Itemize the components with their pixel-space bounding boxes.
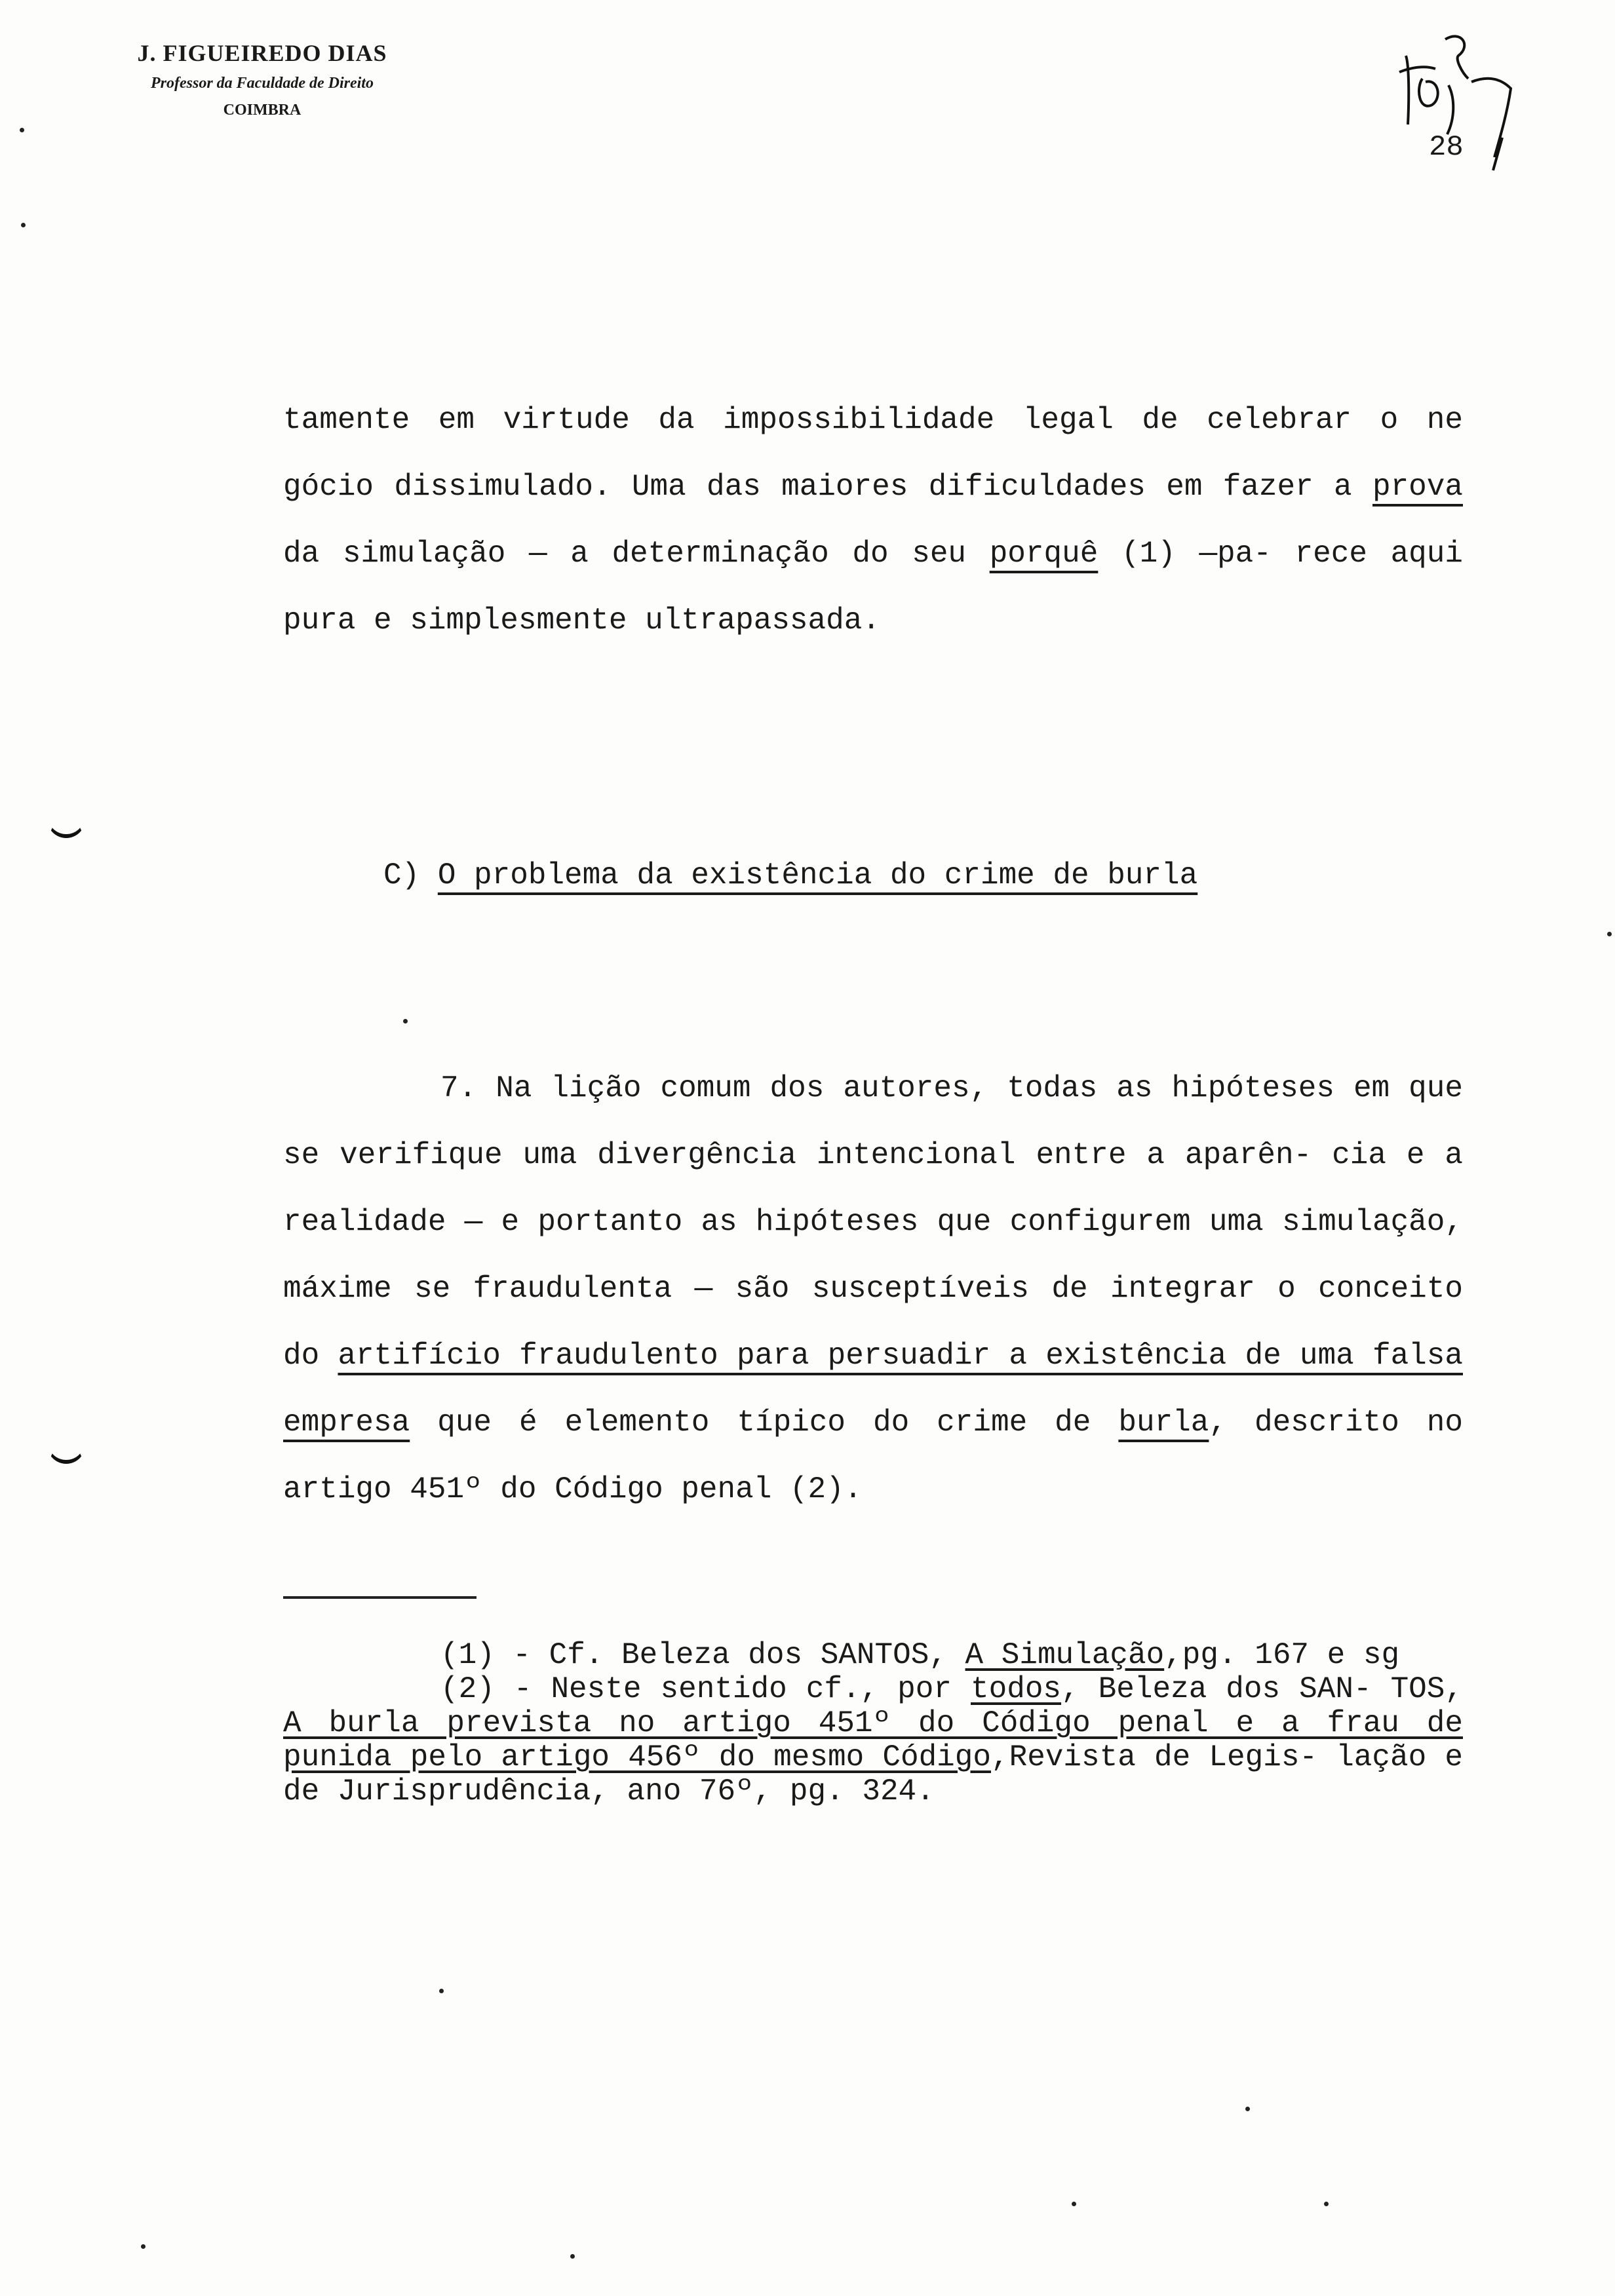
paragraph-1 (283, 387, 1463, 654)
paragraph-2 (283, 1055, 1463, 1523)
footnote-separator (283, 1596, 477, 1599)
footnote-2-text: (2) - Neste sentido cf., por (440, 1672, 971, 1706)
underlined-artificio: artifício fraudulento para persuadir a existência de uma falsa empresa (283, 1339, 1463, 1440)
letterhead-role: Professor da Faculdade de Direito (151, 75, 374, 92)
paragraph-2-text-c: , descrito no artigo 451º do Código penal (2). (283, 1406, 1463, 1506)
underlined-burla: burla (1118, 1406, 1209, 1440)
section-heading-title: O problema da existência do crime de burla (437, 858, 1198, 892)
footnote-1-text: (1) - Cf. Beleza dos SANTOS, (440, 1638, 965, 1672)
speck-mark (21, 223, 26, 227)
section-heading-letter: C) (383, 858, 438, 892)
footnote-2-text-b: , Beleza dos SAN- TOS, (1061, 1672, 1463, 1706)
speck-mark (570, 2254, 575, 2259)
speck-mark (1607, 932, 1612, 936)
section-heading (383, 858, 1197, 892)
paragraph-2-text-b: que é elemento típico do crime de (410, 1406, 1119, 1440)
footnote-1-title: A Simulação (965, 1638, 1165, 1672)
footnote-1-text-b: ,pg. 167 e sg (1164, 1638, 1400, 1672)
paragraph-1-text: tamente em virtude da impossibilidade legal de celebrar o ne gócio dissimulado. Uma das maiores dificuldades em fazer a (283, 403, 1463, 504)
letterhead-city: COIMBRA (223, 102, 302, 119)
paragraph-1-text-b: da simulação — a determinação do seu (283, 537, 990, 571)
letterhead-name: J. FIGUEIREDO DIAS (137, 40, 387, 66)
footnote-1 (283, 1638, 1463, 1672)
footnote-2 (283, 1672, 1463, 1808)
punch-hole-mark (47, 1442, 85, 1464)
underlined-porque: porquê (989, 537, 1099, 571)
punch-hole-mark (47, 816, 85, 838)
letterhead (98, 39, 426, 119)
speck-mark (1245, 2107, 1250, 2111)
speck-mark (403, 1019, 408, 1024)
paragraph-2-text: 7. Na lição comum dos autores, todas as hipóteses em que se verifique uma divergência intencional entre a aparên- cia e a realidade — e portanto as hipóteses que configurem uma simulação, máxime se fraudulenta — são susceptíveis de integrar o conceito do (283, 1071, 1463, 1373)
underlined-prova: prova (1372, 470, 1463, 504)
page-number: 28 (1429, 131, 1464, 164)
footnote-2-text-c: ,Revista de Legis- lação e de Jurisprudência, ano 76º, pg. 324. (283, 1740, 1463, 1808)
speck-mark (1072, 2202, 1076, 2206)
speck-mark (1324, 2202, 1329, 2206)
footnotes (283, 1638, 1463, 1808)
speck-mark (20, 128, 24, 132)
speck-mark (141, 2244, 146, 2249)
paragraph-1-text-c: (1) —pa- rece aqui pura e simplesmente ultrapassada. (283, 537, 1463, 638)
speck-mark (439, 1989, 444, 1993)
footnote-2-title: A burla prevista no artigo 451º do Código penal e a frau de punida pelo artigo 456º do mesmo Código (283, 1706, 1463, 1774)
pen-stroke-mark (1488, 134, 1508, 174)
footnote-2-todos: todos (971, 1672, 1062, 1706)
